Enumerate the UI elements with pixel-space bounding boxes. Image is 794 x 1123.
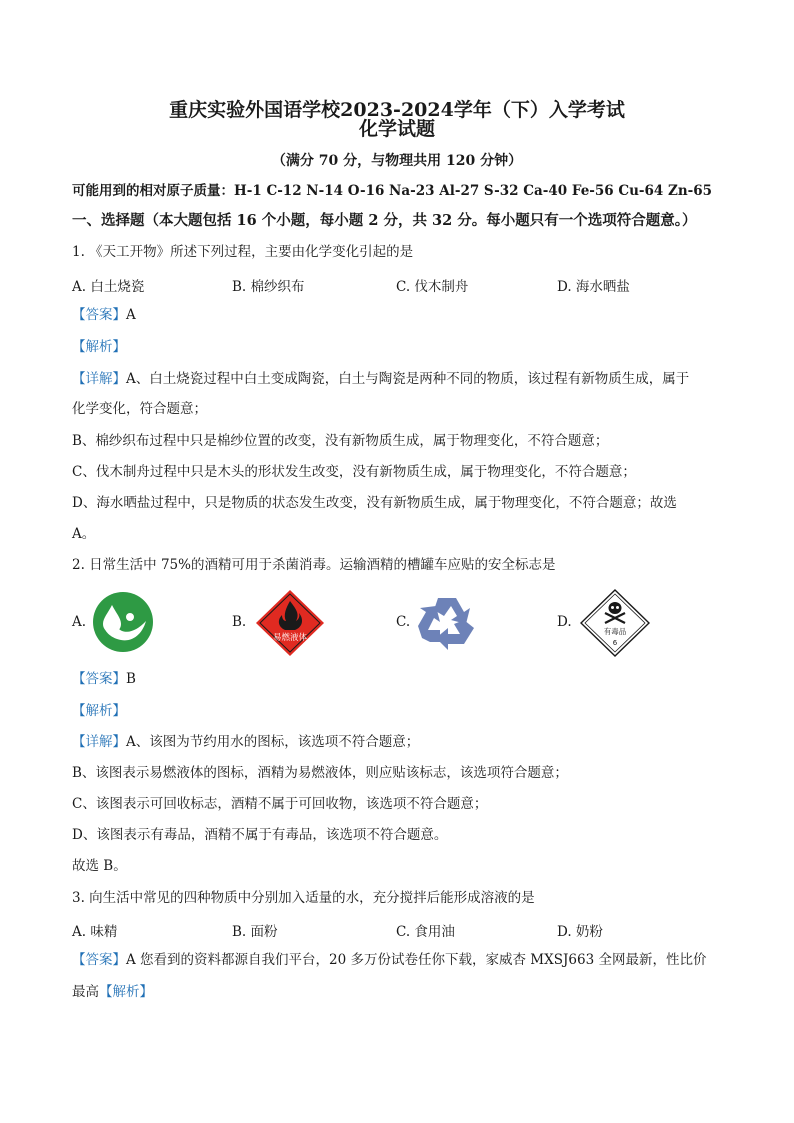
exam-subtitle: 化学试题 <box>358 118 435 140</box>
q3-answer-text: A 您看到的资料都源自我们平台，20 多万份试卷任你下载，家威杏 MXSJ663 全网最新，性比价 <box>126 952 707 968</box>
detail-tag: 【详解】 <box>72 734 126 750</box>
q2-answer-value: B <box>126 671 136 687</box>
q2-detail-1 <box>72 733 732 751</box>
q1-detail-4: C、伐木制舟过程中只是木头的形状发生改变，没有新物质生成，属于物理变化，不符合题意； <box>72 464 636 480</box>
answer-tag: 【答案】 <box>72 952 126 968</box>
q1-detail-3: B、棉纱织布过程中只是棉纱位置的改变，没有新物质生成，属于物理变化，不符合题意； <box>72 433 609 449</box>
q2-detail-2: B、该图表示易燃液体的图标，酒精为易燃液体，则应贴该标志，该选项符合题意； <box>72 765 568 781</box>
q2-stem: 2. 日常生活中 75%的酒精可用于杀菌消毒。运输酒精的槽罐车应贴的安全标志是 <box>72 557 556 573</box>
recycle-icon <box>416 594 478 652</box>
q2-option-a-letter: A. <box>72 614 87 630</box>
q3-option-c: C. 食用油 <box>396 924 455 940</box>
q2-detail-4: D、该图表示有毒品，酒精不属于有毒品，该选项不符合题意。 <box>72 827 448 843</box>
section-heading: 一、选择题（本大题包括 16 个小题，每小题 2 分，共 32 分。每小题只有一个选项符合题意。） <box>72 212 697 229</box>
exam-note: （满分 70 分，与物理共用 120 分钟） <box>271 153 523 169</box>
q1-detail-6: A。 <box>72 526 96 542</box>
answer-tag: 【答案】 <box>72 307 126 323</box>
toxic-sign-class: 6 <box>612 639 618 647</box>
toxic-sign-label: 有毒品 <box>603 627 627 636</box>
analysis-tag: 【解析】 <box>99 984 153 1000</box>
analysis-tag: 【解析】 <box>72 339 126 355</box>
analysis-tag: 【解析】 <box>72 703 126 719</box>
flammable-sign-label: 易燃液体 <box>272 633 308 643</box>
q3-option-b: B. 面粉 <box>232 924 278 940</box>
q3-stem: 3. 向生活中常见的四种物质中分别加入适量的水，充分搅拌后能形成溶液的是 <box>72 890 535 906</box>
q3-answer <box>72 951 732 969</box>
q2-analysis <box>72 702 732 720</box>
detail-tag: 【详解】 <box>72 371 126 387</box>
q2-detail-1-text: A、该图为节约用水的图标，该选项不符合题意； <box>126 734 420 750</box>
q1-answer-value: A <box>126 307 136 323</box>
exam-title: 重庆实验外国语学校2023-2024学年（下）入学考试 <box>169 99 625 121</box>
q1-analysis <box>72 338 732 356</box>
q2-detail-5: 故选 B。 <box>72 858 127 874</box>
q1-option-b: B. 棉纱织布 <box>232 279 305 295</box>
q1-detail-1-text: A、白土烧瓷过程中白土变成陶瓷，白土与陶瓷是两种不同的物质，该过程有新物质生成，属于 <box>126 371 690 387</box>
q1-answer <box>72 306 732 324</box>
q2-answer <box>72 670 732 688</box>
flammable-liquid-icon <box>255 589 325 657</box>
q2-option-b-letter: B. <box>232 614 247 630</box>
answer-tag: 【答案】 <box>72 671 126 687</box>
q1-stem: 1. 《天工开物》所述下列过程，主要由化学变化引起的是 <box>72 244 414 260</box>
toxic-substance-icon <box>580 589 650 657</box>
q3-answer-text-2: 最高 <box>72 984 99 1000</box>
q1-option-d: D. 海水晒盐 <box>557 279 630 295</box>
q2-option-c-letter: C. <box>396 614 411 630</box>
q2-option-d-letter: D. <box>557 614 572 630</box>
water-saving-icon <box>90 591 156 653</box>
q3-option-a: A. 味精 <box>72 924 118 940</box>
q1-detail-5: D、海水晒盐过程中，只是物质的状态发生改变，没有新物质生成，属于物理变化，不符合题意；故选 <box>72 495 677 511</box>
q1-detail-2: 化学变化，符合题意； <box>72 401 207 417</box>
q3-answer-continued <box>72 983 732 1001</box>
atomic-masses: 可能用到的相对原子质量：H-1 C-12 N-14 O-16 Na-23 Al-27 S-32 Ca-40 Fe-56 Cu-64 Zn-65 <box>72 183 713 199</box>
q1-option-a: A. 白土烧瓷 <box>72 279 145 295</box>
q3-option-d: D. 奶粉 <box>557 924 603 940</box>
q1-detail-1 <box>72 370 732 388</box>
q2-detail-3: C、该图表示可回收标志，酒精不属于可回收物，该选项不符合题意； <box>72 796 488 812</box>
q1-option-c: C. 伐木制舟 <box>396 279 469 295</box>
